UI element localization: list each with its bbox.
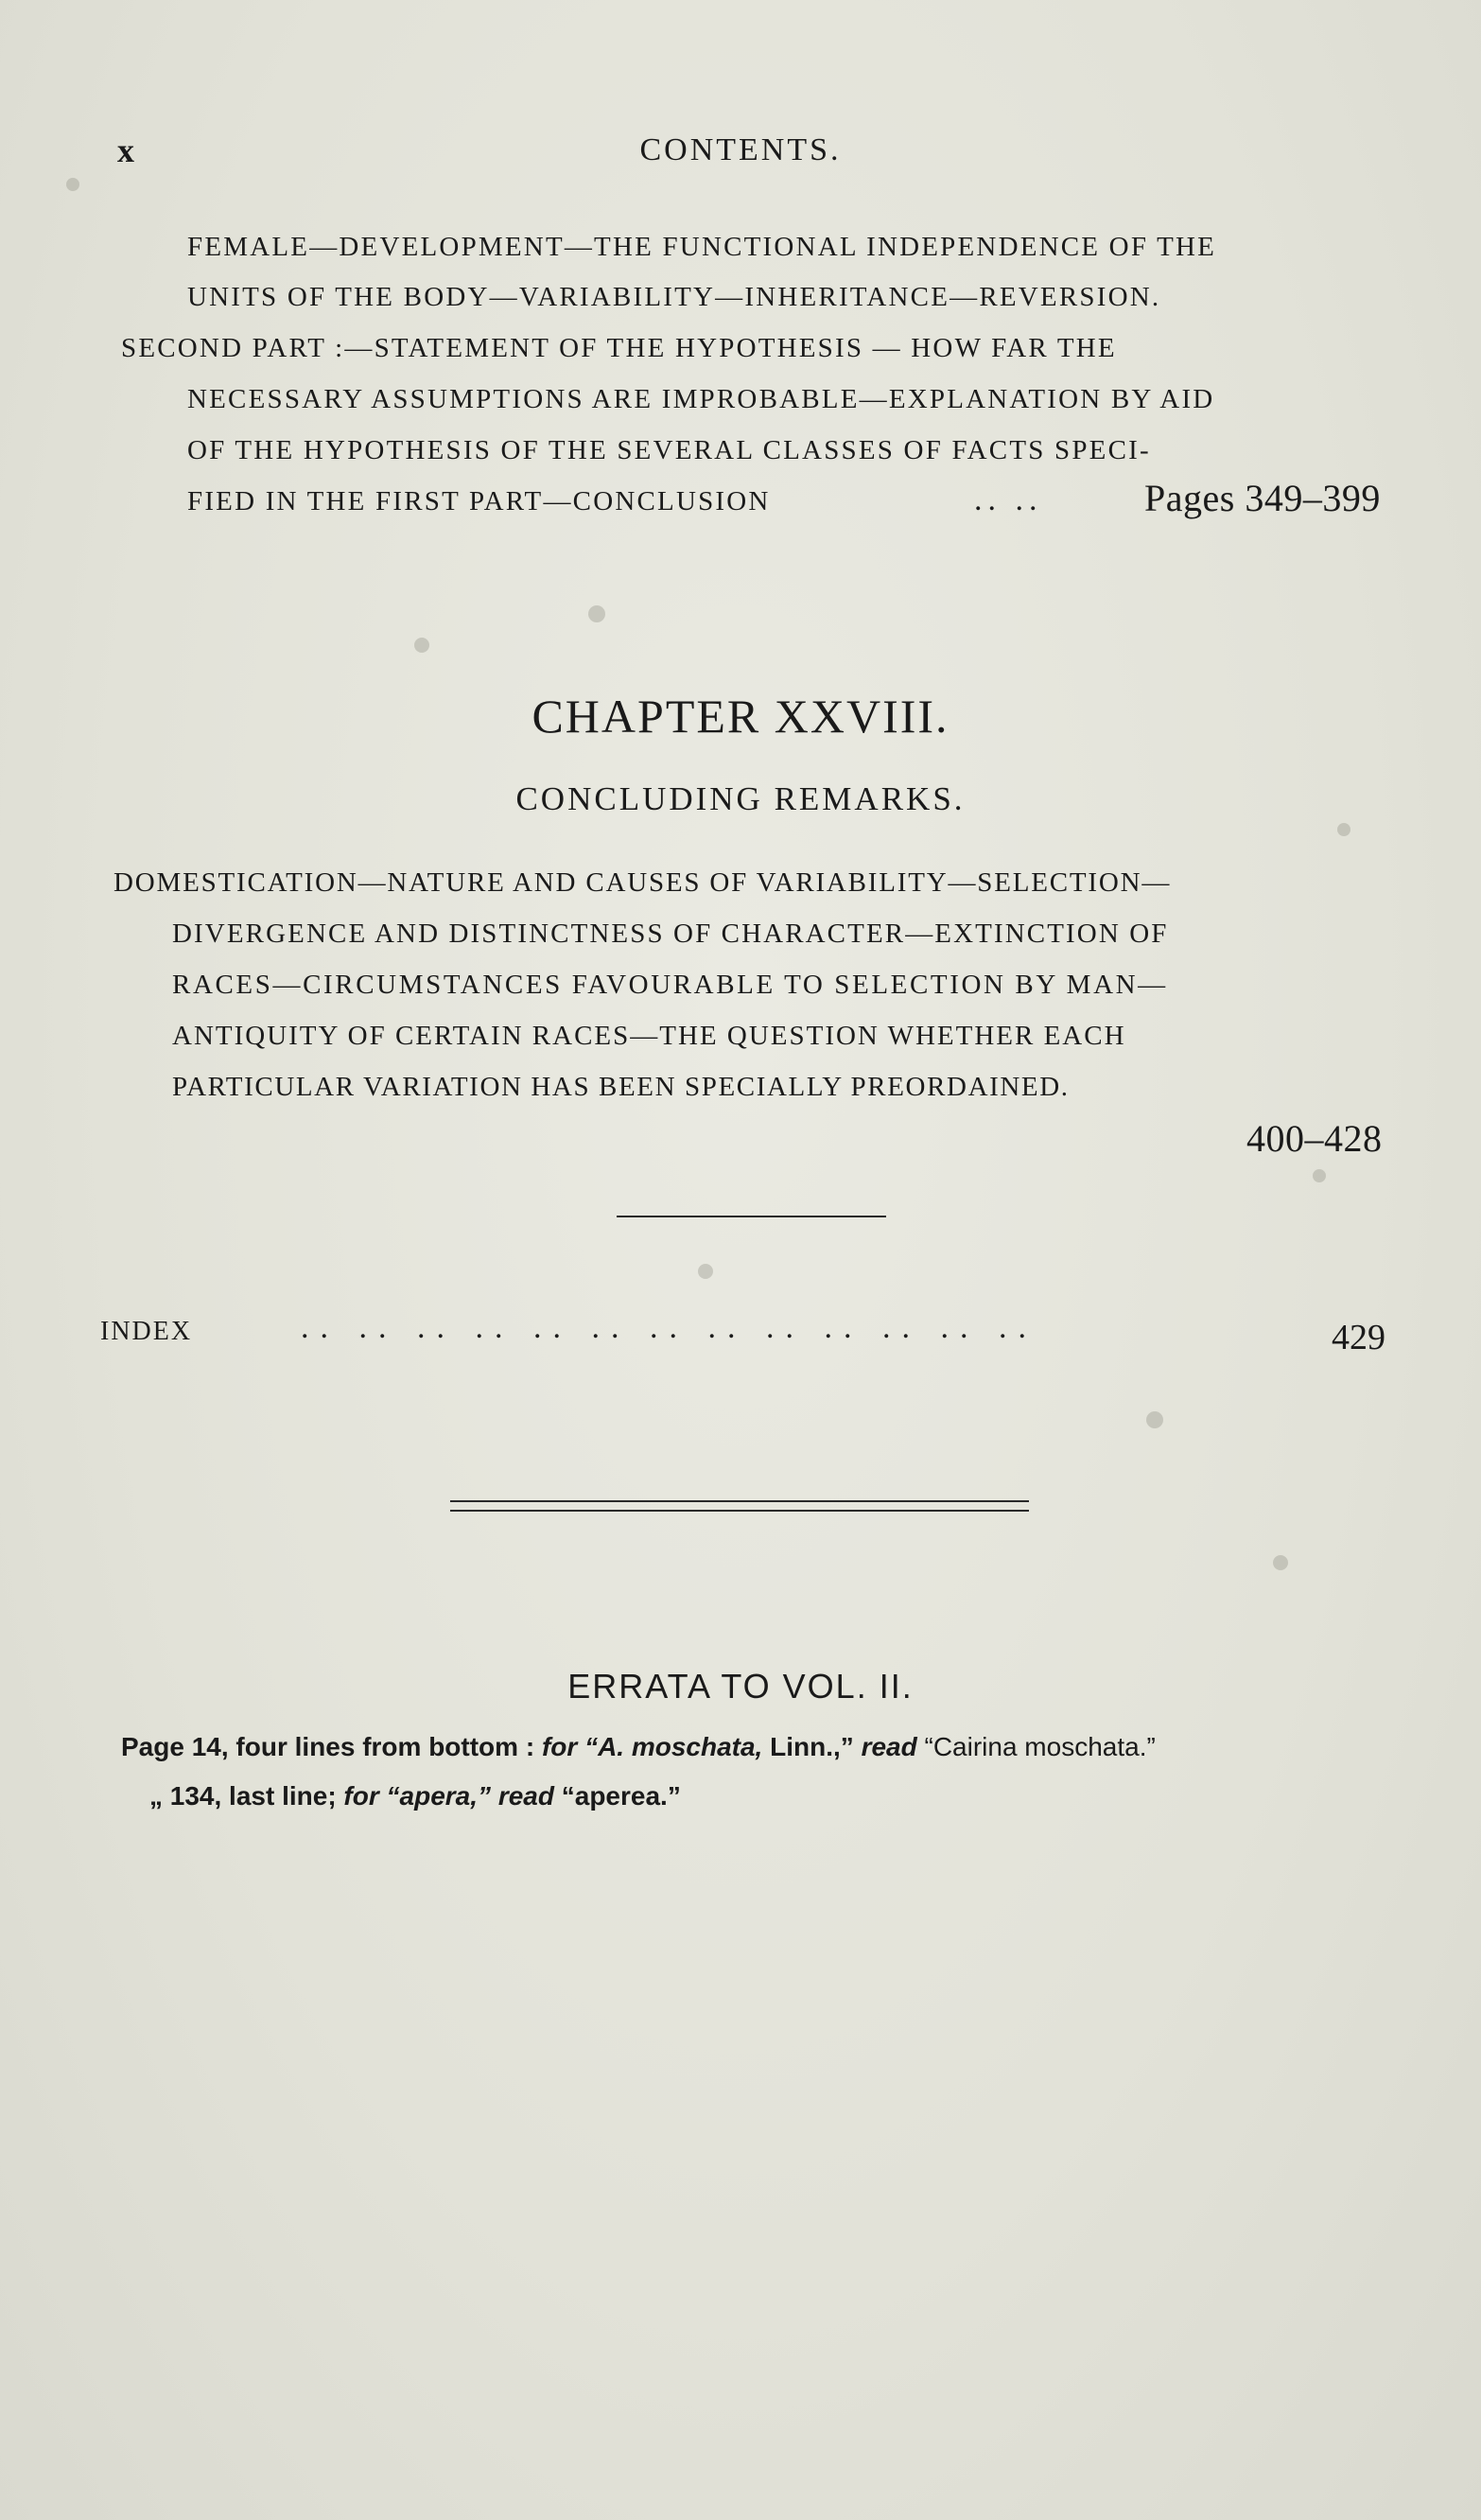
errata-right: “Cairina moschata.” [924,1732,1156,1761]
chapter-summary-line: RACES—CIRCUMSTANCES FAVOURABLE TO SELECTION BY MAN— [172,970,1168,1000]
toc-line: SECOND PART :—STATEMENT OF THE HYPOTHESIS — HOW FAR THE [121,333,1117,363]
toc-line: OF THE HYPOTHESIS OF THE SEVERAL CLASSES OF FACTS SPECI- [187,435,1151,465]
errata-ref: Page 14, four lines from bottom : [121,1732,535,1761]
double-rule-bottom [450,1510,1029,1512]
paper-speck [1273,1555,1288,1570]
paper-speck [1337,823,1350,836]
errata-entry [121,1732,1156,1762]
errata-read: read [861,1732,917,1761]
chapter-summary-line: DOMESTICATION—NATURE AND CAUSES OF VARIABILITY—SELECTION— [113,867,1172,898]
chapter-title: CHAPTER XXVIII. [531,690,950,743]
errata-wrong-rest: Linn.,” [770,1732,854,1761]
toc-line: FEMALE—DEVELOPMENT—THE FUNCTIONAL INDEPENDENCE OF THE [187,232,1217,262]
paper-speck [1313,1169,1326,1182]
toc-line: FIED IN THE FIRST PART—CONCLUSION [187,486,771,516]
errata-read: read [497,1781,554,1811]
paper-speck [414,638,429,653]
errata-wrong: “apera,” [386,1781,492,1811]
paper-speck [698,1264,713,1279]
index-label: INDEX [100,1317,193,1346]
chapter-summary-line: ANTIQUITY OF CERTAIN RACES—THE QUESTION WHETHER EACH [172,1021,1126,1051]
toc-leader: .. .. [974,482,1043,517]
paper-speck [588,605,605,622]
toc-line: NECESSARY ASSUMPTIONS ARE IMPROBABLE—EXPLANATION BY AID [187,384,1215,414]
chapter-subtitle: CONCLUDING REMARKS. [515,780,966,817]
errata-ref: „ 134, last line; [149,1781,337,1811]
chapter-pages: 400–428 [1246,1117,1383,1160]
running-head: CONTENTS. [639,132,842,167]
paper-speck [66,178,79,191]
double-rule-top [450,1500,1029,1502]
errata-for: for [343,1781,379,1811]
errata-wrong: “A. moschata, [584,1732,763,1761]
paper-speck [1146,1411,1163,1428]
chapter-summary-line: PARTICULAR VARIATION HAS BEEN SPECIALLY PREORDAINED. [172,1072,1070,1102]
index-page: 429 [1332,1318,1385,1357]
chapter-summary-line: DIVERGENCE AND DISTINCTNESS OF CHARACTER—EXTINCTION OF [172,919,1169,949]
index-leader: .. .. .. .. .. .. .. .. .. .. .. .. .. [301,1310,1037,1345]
toc-pages: Pages 349–399 [1144,477,1381,519]
errata-right: “aperea.” [561,1781,681,1811]
toc-line: UNITS OF THE BODY—VARIABILITY—INHERITANCE—REVERSION. [187,282,1161,312]
errata-entry [149,1781,681,1811]
errata-for: for [541,1732,578,1761]
page-number: x [117,131,134,169]
errata-title: ERRATA TO VOL. II. [567,1667,914,1706]
section-rule [617,1216,886,1217]
